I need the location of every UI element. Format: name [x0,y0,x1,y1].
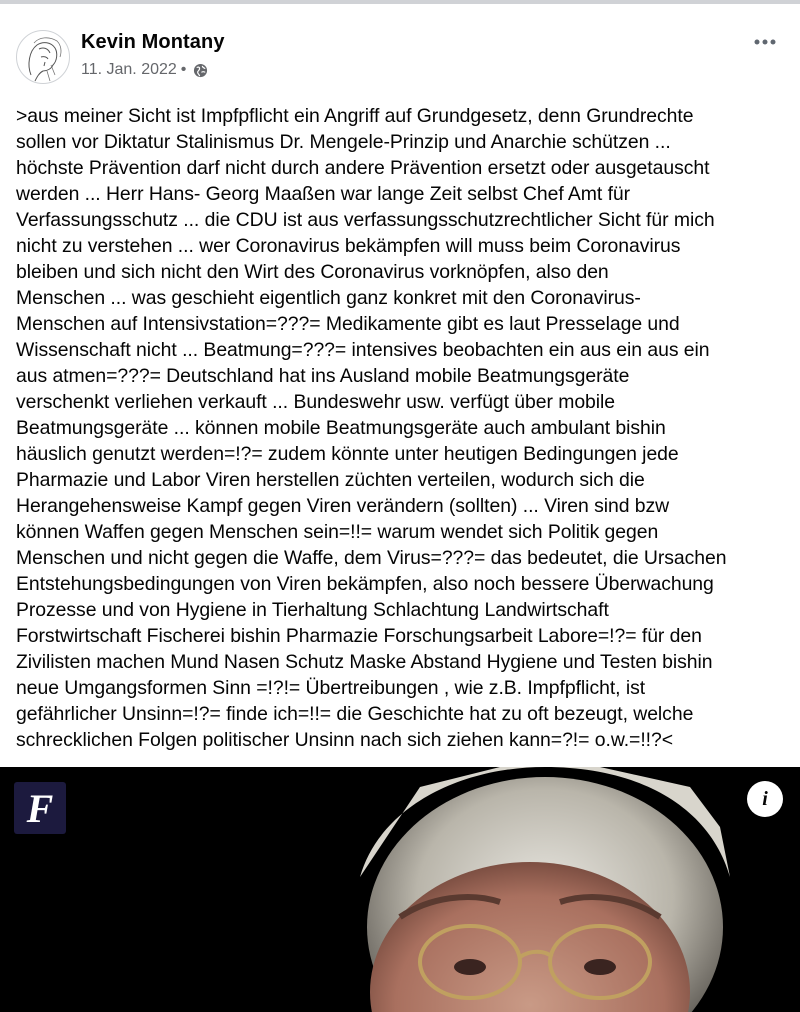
info-button[interactable] [747,781,783,817]
author-name[interactable]: Kevin Montany [81,31,225,53]
info-icon: i [762,787,768,810]
post-header [0,4,800,92]
avatar[interactable] [16,30,70,84]
post-text: >aus meiner Sicht ist Impfpflicht ein Angriff auf Grundgesetz, denn Grundrechte sollen vor Diktatur Stalinismus Dr. Mengele-Prinzip und Anarchie schützen ... höchste Prävention darf nicht durch andere Prävention ersetzt oder ausgetauscht werden ... Herr Hans- Georg Maaßen war lange Zeit selbst Chef Amt für Verfassungsschutz ... die CDU ist aus verfassungsschutzrechtlicher Sicht für mich nicht zu verstehen ... wer Coronavirus bekämpfen will muss beim Coronavirus bleiben und sich nicht den Wirt des Coronavirus vorknöpfen, also den Menschen ... was geschieht eigentlich ganz konkret mit den Coronavirus- Menschen auf Intensivstation=???= Medikamente gibt es laut Presselage und Wissenschaft nicht ... Beatmung=???= intensives beobachten ein aus ein aus ein aus atmen=???= Deutschland hat ins Ausland mobile Beatmungsgeräte verschenkt verliehen verkauft ... Bundeswehr usw. verfügt über mobile Beatmungsgeräte ... können mobile Beatmungsgeräte auch ambulant bishin häuslich genutzt werden=!?= zudem könnte unter heutigen Bedingungen jede Pharmazie und Labor Viren herstellen züchten verteilen, wodurch sich die Herangehensweise Kampf gegen Viren verändern (sollten) ... Viren sind bzw können Waffen gegen Menschen sein=!!= warum wendet sich Politik gegen Menschen und nicht gegen die Waffe, dem Virus=???= das bedeutet, die Ursachen Entstehungsbedingungen von Viren bekämpfen, also noch bessere Überwachung Prozesse und von Hygiene in Tierhaltung Schlachtung Landwirtschaft Forstwirtschaft Fischerei bishin Pharmazie Forschungsarbeit Labore=!?= für den Zivilisten machen Mund Nasen Schutz Maske Abstand Hygiene und Testen bishin neue Umgangsformen Sinn =!?!= Übertreibungen , wie z.B. Impfpflicht, ist gefährlicher Unsinn=!?= finde ich=!!= die Geschichte hat zu oft bezeugt, welche schrecklichen Folgen politischer Unsinn nach sich ziehen kann=?!= o.w.=!!?< [16,105,727,751]
more-options-button[interactable] [750,30,780,54]
globe-icon [193,63,208,78]
portrait-photo [0,767,800,1012]
ellipsis-icon [753,38,777,46]
post-media[interactable] [0,767,800,1012]
post-meta [81,60,208,80]
meta-separator: • [180,61,187,78]
post-date[interactable]: 11. Jan. 2022 [81,61,177,78]
publisher-logo[interactable]: F [14,782,66,834]
